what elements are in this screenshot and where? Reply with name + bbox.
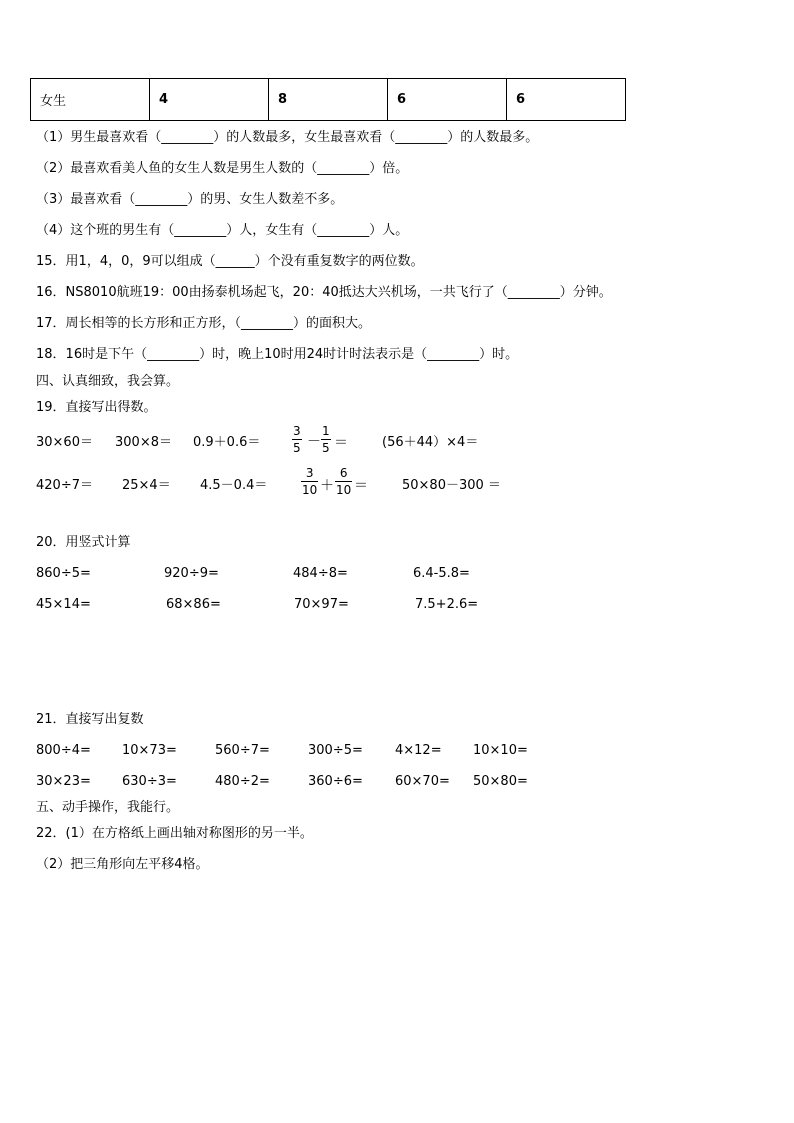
q22-sub1: 22．(1）在方格纸上画出轴对称图形的另一半。: [36, 826, 313, 841]
table-cell-label: 女生: [31, 79, 150, 121]
section-5-heading: 五、动手操作，我能行。: [36, 800, 180, 815]
q18-text: 18．16时是下午（________）时，晚上10时用24时计时法表示是（________）时。: [36, 347, 519, 362]
q21-item: 10×10=: [473, 743, 528, 758]
q17-text: 17．周长相等的长方形和正方形，（________）的面积大。: [36, 316, 372, 331]
fraction-numerator: 3: [293, 424, 301, 438]
q21-item: 300÷5=: [308, 743, 363, 758]
q20-item: 7.5+2.6=: [415, 597, 479, 612]
q20-item: 484÷8=: [293, 566, 348, 581]
q21-item: 10×73=: [122, 743, 177, 758]
q21-item: 630÷3=: [122, 774, 177, 789]
q22-sub2: （2）把三角形向左平移4格。: [36, 857, 209, 872]
fraction-denominator: 5: [293, 441, 301, 455]
q14-sub4: （4）这个班的男生有（________）人，女生有（________）人。: [36, 223, 409, 238]
q19-item: 420÷7＝: [36, 478, 93, 493]
q19-item: 30×60＝: [36, 435, 93, 450]
q19-title: 19．直接写出得数。: [36, 400, 157, 415]
q21-title: 21．直接写出复数: [36, 712, 144, 727]
fraction-numerator: 1: [322, 424, 330, 438]
q20-item: 45×14=: [36, 597, 91, 612]
q19-item: 300×8＝: [115, 435, 172, 450]
q16-text: 16．NS8010航班19：00由扬泰机场起飞，20：40抵达大兴机场，一共飞行了（________）分钟。: [36, 285, 612, 300]
q21-item: 800÷4=: [36, 743, 91, 758]
operator: －: [307, 434, 321, 450]
q14-sub1: （1）男生最喜欢看（________）的人数最多，女生最喜欢看（________）的人数最多。: [36, 130, 539, 145]
table-cell: 8: [269, 79, 388, 121]
table-cell: 6: [507, 79, 626, 121]
q19-item: 25×4＝: [122, 478, 171, 493]
fraction: [292, 425, 302, 454]
q21-item: 360÷6=: [308, 774, 363, 789]
operator: ＋: [320, 478, 334, 494]
q20-item: 920÷9=: [164, 566, 219, 581]
section-4-heading: 四、认真细致，我会算。: [36, 374, 180, 389]
q21-item: 4×12=: [395, 743, 442, 758]
q21-item: 560÷7=: [215, 743, 270, 758]
equals-sign: ＝: [354, 478, 368, 494]
table-cell: 6: [388, 79, 507, 121]
table-row: [31, 79, 626, 121]
q19-item: 0.9＋0.6＝: [193, 435, 261, 450]
q19-item: 50×80－300 ＝: [402, 478, 501, 493]
fraction: [335, 467, 352, 496]
q20-item: 68×86=: [166, 597, 221, 612]
q20-item: 70×97=: [294, 597, 349, 612]
fraction: [321, 425, 331, 454]
fraction-numerator: 3: [305, 466, 314, 480]
fraction-denominator: 5: [322, 441, 330, 455]
q14-sub2: （2）最喜欢看美人鱼的女生人数是男生人数的（________）倍。: [36, 161, 409, 176]
q21-item: 50×80=: [473, 774, 528, 789]
q20-title: 20．用竖式计算: [36, 535, 131, 550]
q14-sub3: （3）最喜欢看（________）的男、女生人数差不多。: [36, 192, 344, 207]
fraction-denominator: 10: [336, 483, 352, 497]
q21-item: 30×23=: [36, 774, 91, 789]
q19-item: (56＋44）×4＝: [382, 435, 479, 450]
q20-item: 6.4-5.8=: [413, 566, 470, 581]
equals-sign: ＝: [334, 435, 348, 451]
q21-item: 60×70=: [395, 774, 450, 789]
fraction: [301, 467, 318, 496]
q15-text: 15．用1，4，0，9可以组成（______）个没有重复数字的两位数。: [36, 254, 424, 269]
fraction-denominator: 10: [302, 483, 318, 497]
data-table: [30, 78, 626, 121]
q21-item: 480÷2=: [215, 774, 270, 789]
q19-item: 4.5－0.4＝: [200, 478, 268, 493]
fraction-numerator: 6: [339, 466, 348, 480]
q20-item: 860÷5=: [36, 566, 91, 581]
table-cell: 4: [150, 79, 269, 121]
